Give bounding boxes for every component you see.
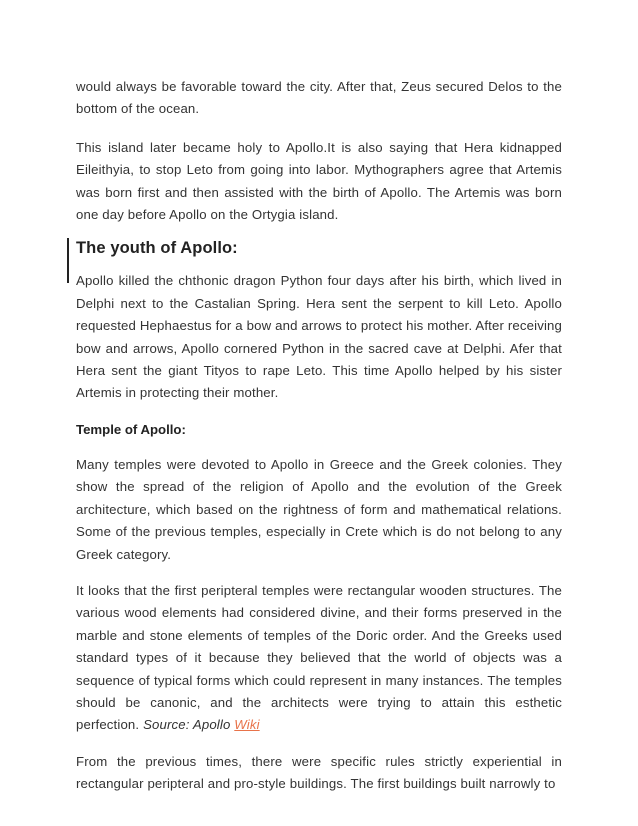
heading-youth-of-apollo: The youth of Apollo:	[76, 239, 238, 258]
text-cursor-bar	[67, 238, 69, 283]
paragraph-python-dragon: Apollo killed the chthonic dragon Python four days after his birth, which lived in Delphi next to the Castalian Spring. Hera sent the serpent to kill Leto. Apollo requested Hephaestus for a bow and arrows to protect his mother. After receiving bow and arrows, Apollo cornered Python in the sacred cave at Delphi. Afer that Hera sent the giant Tityos to rape Leto. This time Apollo helped by his sister Artemis in protecting their mother.	[76, 273, 562, 401]
subheading-temple-of-apollo: Temple of Apollo:	[76, 421, 186, 437]
paragraph-zeus-delos: would always be favorable toward the city. After that, Zeus secured Delos to the bottom of the ocean.	[76, 79, 562, 117]
paragraph-peripteral-temples	[76, 580, 562, 737]
source-label: Source: Apollo	[143, 717, 231, 733]
document-page	[76, 76, 562, 811]
paragraph-birth-of-apollo: This island later became holy to Apollo.It is also saying that Hera kidnapped Eileithyia, to stop Leto from going into labor. Mythographers agree that Artemis was born first and then assisted with the birth of Apollo. The Artemis was born one day before Apollo on the Ortygia island.	[76, 139, 562, 223]
wiki-link[interactable]: Wiki	[234, 717, 260, 733]
paragraph-peripteral-text: It looks that the first peripteral temples were rectangular wooden structures. The various wood elements had considered divine, and their forms preserved in the marble and stone elements of temples of the Doric order. And the Greeks used standard types of it because they believed that the world of objects was a sequence of typical forms which could represent in many instances. The temples should be canonic, and the architects were trying to attain this esthetic perfection.	[76, 582, 562, 733]
paragraph-rectangular-rules: From the previous times, there were specific rules strictly experiential in rectangular peripteral and pro-style buildings. The first buildings built narrowly to	[76, 753, 562, 792]
section-youth-header	[76, 236, 562, 260]
paragraph-temples-devoted: Many temples were devoted to Apollo in Greece and the Greek colonies. They show the spread of the religion of Apollo and the evolution of the Greek architecture, which based on the rightness of form and mathematical relations. Some of the previous temples, especially in Crete which is do not belong to any Greek category.	[76, 456, 562, 562]
